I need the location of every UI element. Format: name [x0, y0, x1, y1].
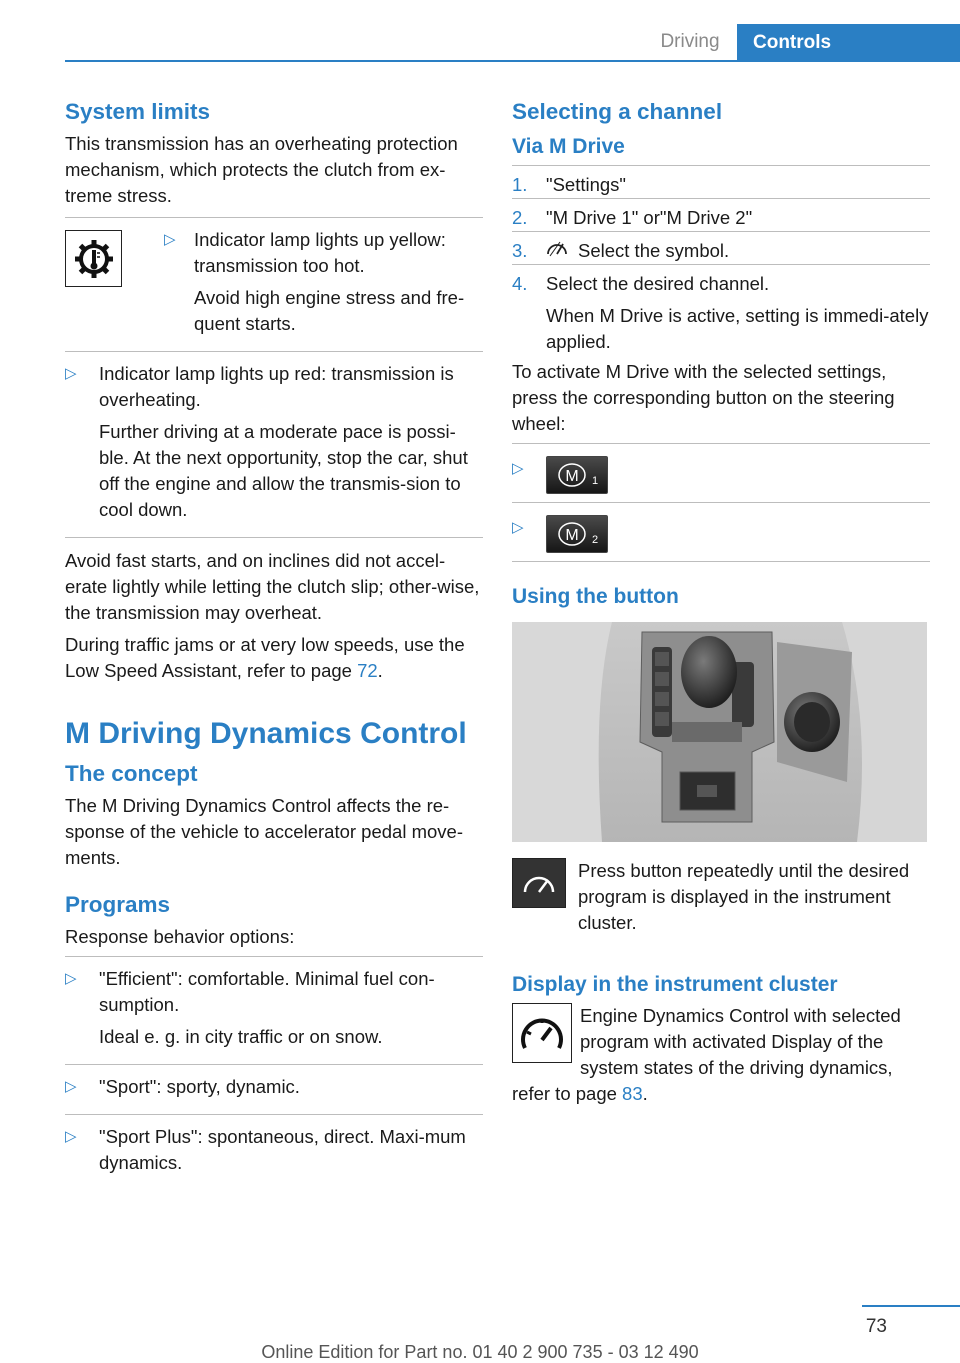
efficient-note: Ideal e. g. in city traffic or on snow.	[99, 1026, 383, 1047]
bullet-triangle-icon: ▷	[512, 460, 524, 477]
sport-plus-row	[65, 1114, 483, 1190]
transmission-temperature-icon	[65, 230, 122, 287]
step-4	[512, 264, 930, 355]
sport-text: "Sport": sporty, dynamic.	[99, 1076, 300, 1097]
via-m-drive-heading: Via M Drive	[512, 135, 625, 158]
page-72-link[interactable]: 72	[357, 660, 378, 681]
period: .	[642, 1083, 648, 1104]
activate-text: To activate M Drive with the selected settings, press the corresponding button on the steering wheel:	[512, 361, 895, 434]
bullet-triangle-icon: ▷	[512, 519, 524, 536]
red-lamp-advice: Further driving at a moderate pace is possi-ble. At the next opportunity, stop the car, shut off the engine and allow the transmis-sion to cool down.	[99, 421, 468, 520]
step-text: "Settings"	[546, 174, 626, 195]
header-chapter[interactable]: Controls	[737, 24, 960, 62]
bullet-triangle-icon: ▷	[65, 365, 77, 382]
step-number: 3.	[512, 240, 528, 261]
red-lamp-text: Indicator lamp lights up red: transmission is overheating.	[99, 363, 454, 410]
svg-text:M: M	[565, 527, 579, 544]
bullet-triangle-icon: ▷	[65, 970, 77, 987]
edit-symbol-icon	[546, 238, 578, 264]
left-column	[65, 98, 483, 1190]
m2-button-icon	[546, 515, 608, 553]
press-block	[512, 858, 930, 942]
header-section[interactable]: Driving	[660, 31, 720, 52]
bullet-triangle-icon: ▷	[164, 231, 176, 248]
divider	[512, 561, 930, 562]
yellow-lamp-advice: Avoid high engine stress and fre-quent starts.	[194, 287, 465, 334]
bullet-triangle-icon: ▷	[65, 1078, 77, 1095]
step-text: "M Drive 1" or"M Drive 2"	[546, 207, 753, 228]
svg-text:M: M	[565, 468, 579, 485]
traffic-paragraph	[65, 632, 483, 684]
speedometer-icon	[512, 1003, 572, 1063]
concept-heading: The concept	[65, 761, 198, 786]
yellow-lamp-row	[65, 217, 483, 351]
display-block	[512, 1003, 930, 1113]
step-3	[512, 231, 930, 264]
step-2	[512, 198, 930, 231]
mddc-heading: M Driving Dynamics Control	[65, 717, 467, 750]
page-83-link[interactable]: 83	[622, 1083, 643, 1104]
using-button-heading: Using the button	[512, 585, 679, 608]
m2-row	[512, 502, 930, 561]
page-number: 73	[865, 1316, 887, 1337]
m1-row	[512, 443, 930, 502]
m2-label: 2	[592, 534, 599, 546]
step-text: Select the symbol.	[578, 240, 730, 261]
m1-label: 1	[592, 475, 599, 487]
press-text: Press button repeatedly until the desired program is displayed in the instrument cluster.	[578, 860, 910, 933]
bullet-triangle-icon: ▷	[65, 1128, 77, 1145]
selecting-channel-heading: Selecting a channel	[512, 99, 723, 124]
system-limits-heading: System limits	[65, 99, 211, 124]
yellow-lamp-text: Indicator lamp lights up yellow: transmission too hot.	[194, 229, 446, 276]
mode-button-icon	[512, 858, 566, 908]
step-4-note: When M Drive is active, setting is immedi-ately applied.	[546, 305, 929, 352]
programs-intro: Response behavior options:	[65, 926, 295, 947]
efficient-text: "Efficient": comfortable. Minimal fuel con-sumption.	[99, 968, 435, 1015]
divider	[65, 537, 483, 538]
display-paragraph	[512, 1003, 930, 1107]
step-number: 4.	[512, 273, 528, 294]
step-number: 1.	[512, 174, 528, 195]
display-text: Engine Dynamics Control with selected program with activated Display of the system states of the driving dynamics, refer to page	[512, 1005, 901, 1104]
red-lamp-row	[65, 351, 483, 537]
period: .	[377, 660, 383, 681]
traffic-text: During traffic jams or at very low speeds, use the Low Speed Assistant, refer to page	[65, 634, 465, 681]
step-number: 2.	[512, 207, 528, 228]
step-1	[512, 165, 930, 198]
sport-plus-text: "Sport Plus": spontaneous, direct. Maxi-mum dynamics.	[99, 1126, 466, 1173]
step-text: Select the desired channel.	[546, 273, 770, 294]
avoid-paragraph: Avoid fast starts, and on inclines did not accel-erate lightly while letting the clutch slip; other-wise, the transmission may overheat.	[65, 550, 480, 623]
sport-row	[65, 1064, 483, 1114]
system-limits-intro: This transmission has an overheating protection mechanism, which protects the clutch from ex-treme stress.	[65, 133, 458, 206]
display-heading: Display in the instrument cluster	[512, 973, 838, 996]
center-console-photo	[512, 622, 927, 842]
efficient-row	[65, 956, 483, 1064]
concept-text: The M Driving Dynamics Control affects the re-sponse of the vehicle to accelerator pedal move-ments.	[65, 795, 463, 868]
edition-footer: Online Edition for Part no. 01 40 2 900 735 - 03 12 490	[261, 1342, 699, 1362]
m1-button-icon	[546, 456, 608, 494]
footer-rule	[862, 1305, 960, 1307]
right-column	[512, 98, 930, 1113]
programs-heading: Programs	[65, 892, 171, 917]
